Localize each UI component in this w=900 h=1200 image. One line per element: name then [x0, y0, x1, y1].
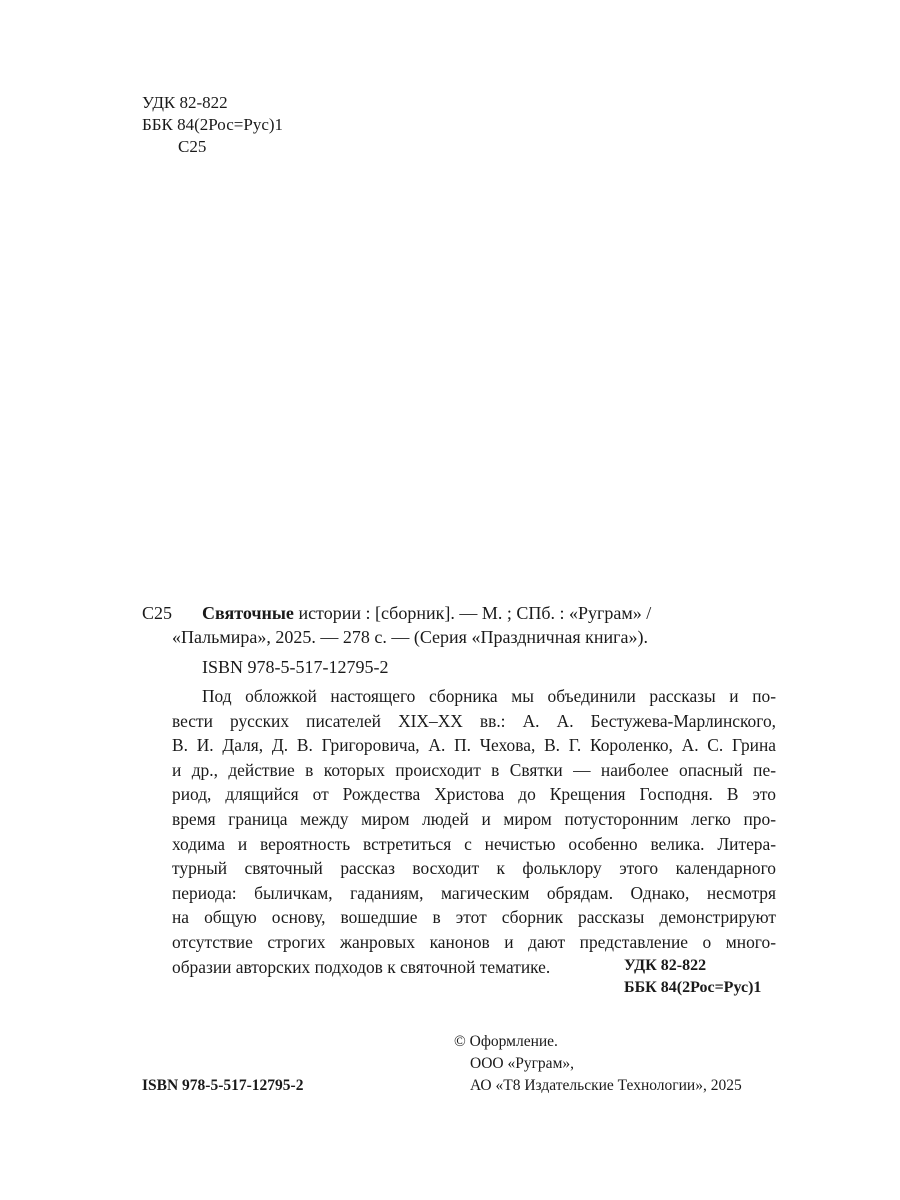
top-classification-index — [142, 92, 283, 158]
catalog-code: С25 — [142, 603, 173, 623]
catalog-line-1-rest: истории : [сборник]. — М. ; СПб. : «Руграм» / — [293, 603, 652, 623]
catalog-isbn: ISBN 978-5-517-12795-2 — [202, 657, 389, 677]
copyright-line-2: ООО «Руграм», — [470, 1055, 574, 1072]
annotation-line: отсутствие строгих жанровых канонов и дают представление о много- — [172, 931, 776, 952]
copyright-block — [454, 1031, 742, 1097]
catalog-line-2: «Пальмира», 2025. — 278 с. — (Серия «Праздничная книга»). — [172, 627, 648, 647]
annotation-line: время граница между миром людей и миром потусторонним легко про- — [172, 808, 776, 829]
bbk-code-bottom: ББК 84(2Рос=Рус)1 — [624, 979, 762, 996]
copyright-line-1: © Оформление. — [454, 1033, 558, 1050]
annotation-line: вести русских писателей XIX–XX вв.: А. А. Бестужева-Марлинского, — [172, 710, 776, 731]
catalog-entry — [142, 601, 782, 679]
annotation-line: ходима и вероятность встретиться с нечистью особенно велика. Литера- — [172, 833, 776, 854]
annotation-line: и др., действие в которых происходит в Святки — наиболее опасный пе- — [172, 759, 776, 780]
annotation-line: турный святочный рассказ восходит к фольклору этого календарного — [172, 858, 776, 879]
annotation-line: риод, длящийся от Рождества Христова до Крещения Господня. В это — [172, 784, 776, 805]
bottom-classification-index — [624, 955, 761, 999]
isbn-bottom: ISBN 978-5-517-12795-2 — [142, 1077, 304, 1094]
udk-code-bottom: УДК 82-822 — [624, 957, 707, 974]
annotation-line: на общую основу, вошедшие в этот сборник рассказы демонстрируют — [172, 907, 776, 928]
annotation-line: образии авторских подходов к святочной тематике. — [172, 956, 551, 977]
annotation-line: Под обложкой настоящего сборника мы объединили рассказы и по- — [202, 686, 776, 706]
annotation-line: В. И. Даля, Д. В. Григоровича, А. П. Чехова, В. Г. Короленко, А. С. Грина — [172, 735, 776, 756]
author-mark: С25 — [178, 137, 207, 156]
bbk-code: ББК 84(2Рос=Рус)1 — [142, 115, 284, 134]
copyright-line-3: АО «Т8 Издательские Технологии», 2025 — [470, 1077, 742, 1094]
annotation-paragraph — [172, 684, 776, 979]
catalog-title-bold: Святочные — [202, 603, 294, 623]
catalog-line-1 — [142, 601, 782, 625]
udk-code: УДК 82-822 — [142, 93, 228, 112]
annotation-line: периода: быличкам, гаданиям, магическим обрядам. Однако, несмотря — [172, 882, 776, 903]
